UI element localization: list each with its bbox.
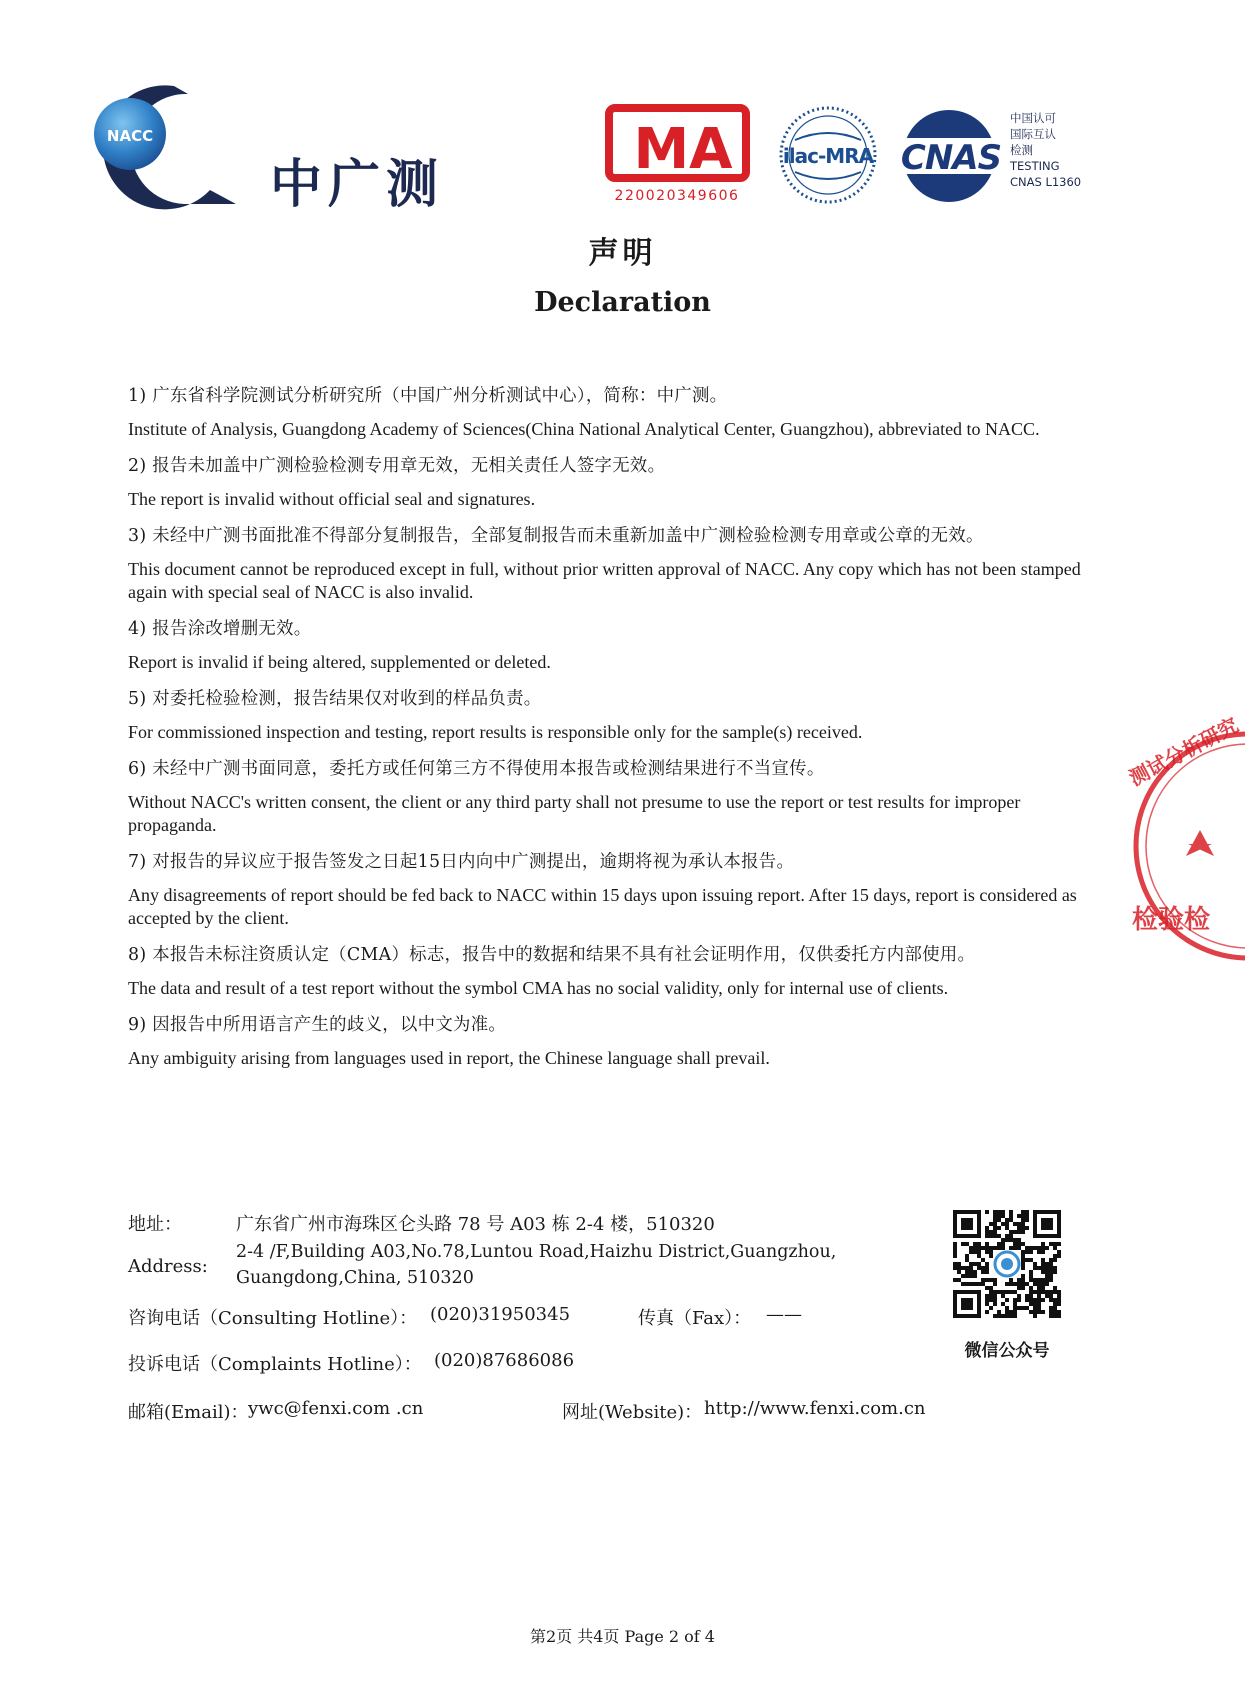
address-en-line2: Guangdong,China, 510320 bbox=[236, 1268, 474, 1288]
title-english: Declaration bbox=[534, 287, 711, 318]
item-chinese: 6) 未经中广测书面同意，委托方或任何第三方不得使用本报告或检测结果进行不当宣传。 bbox=[128, 759, 825, 779]
item-chinese: 9) 因报告中所用语言产生的歧义，以中文为准。 bbox=[128, 1015, 507, 1035]
item-english: Without NACC's written consent, the client or any third party shall not presume to use the report or test results for improper propaganda. bbox=[128, 792, 1021, 835]
item-chinese: 4) 报告涂改增删无效。 bbox=[128, 619, 312, 639]
item-chinese: 7) 对报告的异议应于报告签发之日起15日内向中广测提出，逾期将视为承认本报告。 bbox=[128, 852, 795, 872]
cnas-caption bbox=[1010, 110, 1110, 190]
cnas-line: 国际互认 bbox=[1010, 127, 1056, 141]
declaration-item-2 bbox=[128, 454, 1088, 511]
declaration-item-5 bbox=[128, 687, 1088, 744]
item-english: Report is invalid if being altered, supplemented or deleted. bbox=[128, 652, 551, 672]
website-label: 网址(Website)： bbox=[562, 1402, 703, 1423]
declaration-item-7 bbox=[128, 850, 1088, 930]
email-label: 邮箱(Email)： bbox=[128, 1402, 249, 1423]
cma-mark-text: MA bbox=[633, 117, 733, 182]
item-english: The data and result of a test report without the symbol CMA has no social validity, only for internal use of clients. bbox=[128, 978, 949, 998]
item-chinese: 1) 广东省科学院测试分析研究所（中国广州分析测试中心），简称：中广测。 bbox=[128, 386, 728, 406]
email-value[interactable]: ywc@fenxi.com .cn bbox=[248, 1398, 424, 1419]
fax-label: 传真（Fax）： bbox=[638, 1308, 752, 1329]
seal-bottom-text: 检验检 bbox=[1132, 905, 1211, 935]
nacc-badge-text: NACC bbox=[106, 127, 154, 145]
complaint-hotline-value: (020)87686086 bbox=[434, 1350, 575, 1371]
cnas-line: 中国认可 bbox=[1010, 111, 1056, 125]
cma-number: 220020349606 bbox=[614, 188, 740, 204]
declaration-item-4 bbox=[128, 617, 1088, 674]
address-en-label: Address: bbox=[128, 1256, 208, 1277]
declaration-list bbox=[128, 384, 1088, 1083]
red-seal-stamp bbox=[1125, 712, 1243, 968]
item-english: Institute of Analysis, Guangdong Academy of Sciences(China National Analytical Center, Guangzhou), abbreviated to NACC. bbox=[128, 419, 1040, 439]
nacc-logo bbox=[60, 72, 445, 215]
logo-name: 中广测 bbox=[270, 155, 445, 215]
declaration-item-3 bbox=[128, 524, 1088, 604]
declaration-item-8 bbox=[128, 943, 1088, 1000]
item-english: The report is invalid without official seal and signatures. bbox=[128, 489, 536, 509]
seal-star-icon bbox=[1186, 830, 1214, 856]
declaration-item-6 bbox=[128, 757, 1088, 837]
address-cn: 广东省广州市海珠区仑头路 78 号 A03 栋 2-4 楼，510320 bbox=[236, 1214, 715, 1235]
website-value[interactable]: http://www.fenxi.com.cn bbox=[704, 1398, 926, 1419]
consult-hotline-value: (020)31950345 bbox=[430, 1304, 571, 1325]
item-english: This document cannot be reproduced except in full, without prior written approval of NACC. Any copy which has not been stamped again with special seal of NACC is also invalid. bbox=[128, 559, 1081, 602]
cnas-mark bbox=[897, 106, 1007, 206]
cnas-line: CNAS L1360 bbox=[1010, 175, 1082, 189]
ilac-mra-text: ilac-MRA bbox=[782, 144, 874, 168]
declaration-item-1 bbox=[128, 384, 1088, 441]
complaint-hotline-label: 投诉电话（Complaints Hotline）： bbox=[128, 1354, 422, 1375]
title-chinese: 声明 bbox=[588, 236, 657, 271]
ilac-mra-mark bbox=[777, 104, 879, 206]
cnas-mark-text: CNAS bbox=[900, 138, 1002, 178]
item-english: Any ambiguity arising from languages used in report, the Chinese language shall prevail. bbox=[128, 1048, 770, 1068]
declaration-item-9 bbox=[128, 1013, 1088, 1070]
seal-top-text: 测试分析研究 bbox=[1125, 712, 1243, 791]
item-chinese: 3) 未经中广测书面批准不得部分复制报告，全部复制报告而未重新加盖中广测检验检测专用章或公章的无效。 bbox=[128, 526, 984, 546]
item-chinese: 8) 本报告未标注资质认定（CMA）标志，报告中的数据和结果不具有社会证明作用，仅供委托方内部使用。 bbox=[128, 945, 976, 965]
item-chinese: 2) 报告未加盖中广测检验检测专用章无效，无相关责任人签字无效。 bbox=[128, 456, 666, 476]
qr-caption: 微信公众号 bbox=[964, 1341, 1050, 1361]
item-chinese: 5) 对委托检验检测，报告结果仅对收到的样品负责。 bbox=[128, 689, 542, 709]
address-cn-label: 地址： bbox=[128, 1214, 182, 1235]
page-number: 第2页 共4页 Page 2 of 4 bbox=[529, 1627, 715, 1646]
fax-value: —— bbox=[766, 1304, 802, 1325]
wechat-qr-code-icon bbox=[953, 1210, 1061, 1318]
item-english: For commissioned inspection and testing, report results is responsible only for the sample(s) received. bbox=[128, 722, 863, 742]
cnas-line: TESTING bbox=[1010, 159, 1060, 173]
cma-mark bbox=[605, 104, 750, 206]
cnas-line: 检测 bbox=[1010, 143, 1033, 157]
item-english: Any disagreements of report should be fed back to NACC within 15 days upon issuing report. After 15 days, report is considered as accepted by the client. bbox=[128, 885, 1077, 928]
consult-hotline-label: 咨询电话（Consulting Hotline）： bbox=[128, 1308, 418, 1329]
address-en-line1: 2-4 /F,Building A03,No.78,Luntou Road,Haizhu District,Guangzhou, bbox=[236, 1242, 837, 1262]
